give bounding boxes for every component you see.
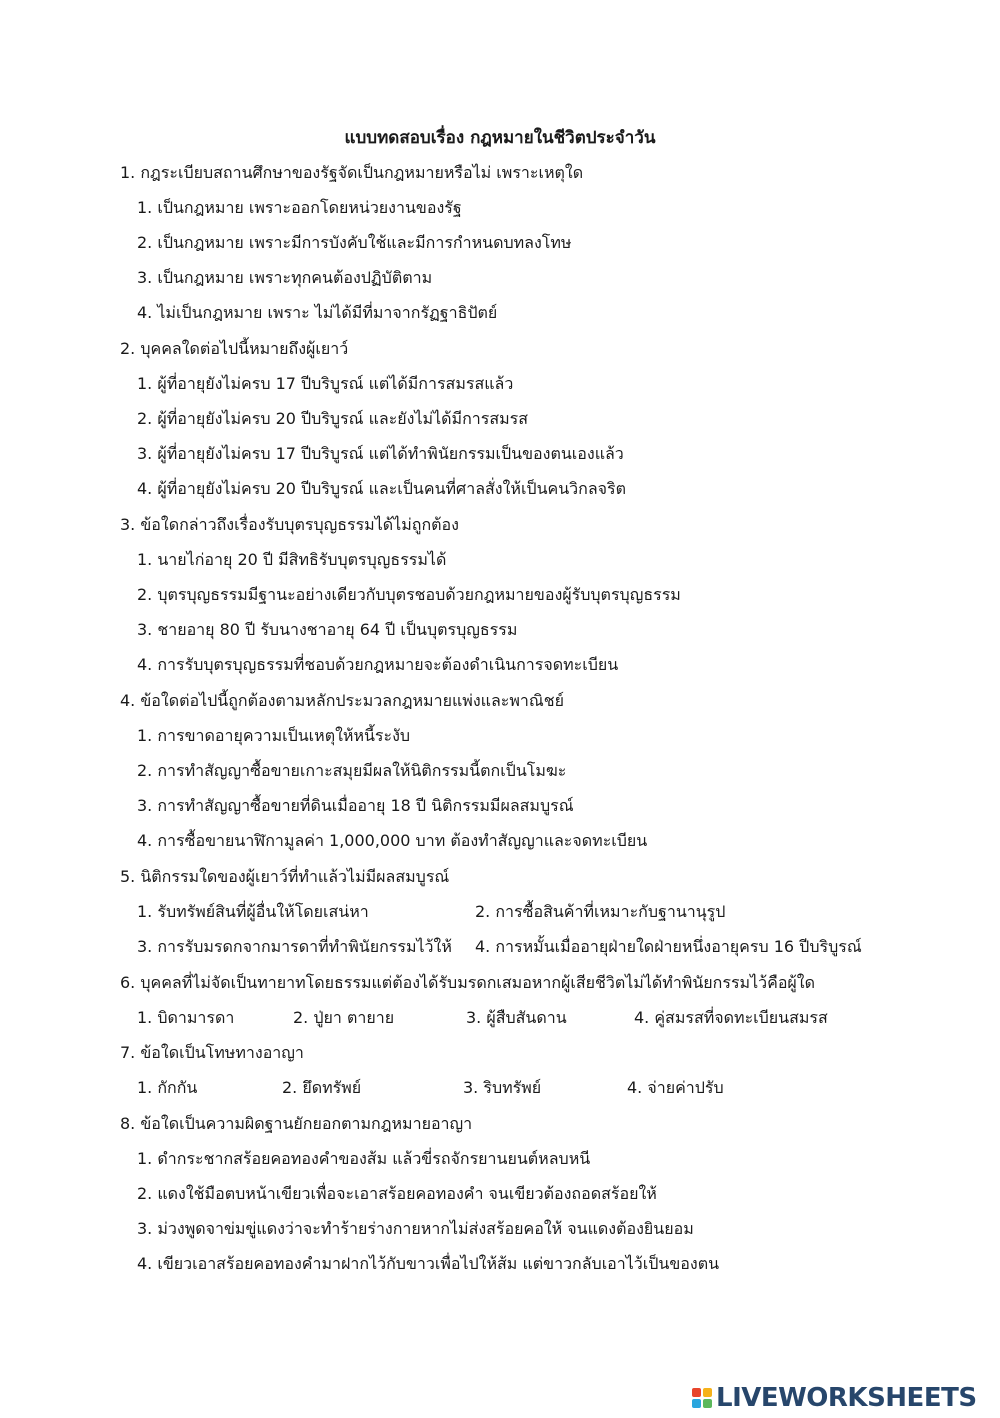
q8-option-2[interactable]: 2. แดงใช้มือตบหน้าเขียวเพื่อจะเอาสร้อยคอทองคำ จนเขียวต้องถอดสร้อยให้ [137,1184,657,1203]
q5-option-1[interactable]: 1. รับทรัพย์สินที่ผู้อื่นให้โดยเสน่หา [137,902,369,921]
question-3: 3. ข้อใดกล่าวถึงเรื่องรับบุตรบุญธรรมได้ไม่ถูกต้อง [120,515,459,534]
q2-option-1[interactable]: 1. ผู้ที่อายุยังไม่ครบ 17 ปีบริบูรณ์ แต่ได้มีการสมรสแล้ว [137,374,514,393]
q6-option-3[interactable]: 3. ผู้สืบสันดาน [466,1008,567,1027]
q3-option-1[interactable]: 1. นายไก่อายุ 20 ปี มีสิทธิรับบุตรบุญธรรมได้ [137,550,447,569]
q3-option-4[interactable]: 4. การรับบุตรบุญธรรมที่ชอบด้วยกฎหมายจะต้องดำเนินการจดทะเบียน [137,655,619,674]
q5-option-4[interactable]: 4. การหมั้นเมื่ออายุฝ่ายใดฝ่ายหนึ่งอายุครบ 16 ปีบริบูรณ์ [475,937,862,956]
q8-option-3[interactable]: 3. ม่วงพูดจาข่มขู่แดงว่าจะทำร้ายร่างกายหากไม่ส่งสร้อยคอให้ จนแดงต้องยินยอม [137,1219,694,1238]
q1-option-4[interactable]: 4. ไม่เป็นกฎหมาย เพราะ ไม่ได้มีที่มาจากรัฏฐาธิปัตย์ [137,303,498,322]
q7-option-3[interactable]: 3. ริบทรัพย์ [463,1078,542,1097]
q4-option-3[interactable]: 3. การทำสัญญาซื้อขายที่ดินเมื่ออายุ 18 ปี นิติกรรมมีผลสมบูรณ์ [137,796,574,815]
q7-option-4[interactable]: 4. จ่ายค่าปรับ [627,1078,724,1097]
question-2: 2. บุคคลใดต่อไปนี้หมายถึงผู้เยาว์ [120,339,349,358]
liveworksheets-logo [692,1378,977,1418]
q2-option-3[interactable]: 3. ผู้ที่อายุยังไม่ครบ 17 ปีบริบูรณ์ แต่ได้ทำพินัยกรรมเป็นของตนเองแล้ว [137,444,624,463]
question-8: 8. ข้อใดเป็นความผิดฐานยักยอกตามกฎหมายอาญา [120,1114,473,1133]
q4-option-1[interactable]: 1. การขาดอายุความเป็นเหตุให้หนี้ระงับ [137,726,411,745]
liveworksheets-logo-icon [692,1388,712,1408]
q3-option-2[interactable]: 2. บุตรบุญธรรมมีฐานะอย่างเดียวกับบุตรชอบด้วยกฎหมายของผู้รับบุตรบุญธรรม [137,585,681,604]
q3-option-3[interactable]: 3. ชายอายุ 80 ปี รับนางชาอายุ 64 ปี เป็นบุตรบุญธรรม [137,620,518,639]
q6-option-1[interactable]: 1. บิดามารดา [137,1008,235,1027]
question-5: 5. นิติกรรมใดของผู้เยาว์ที่ทำแล้วไม่มีผลสมบูรณ์ [120,867,450,886]
q1-option-1[interactable]: 1. เป็นกฎหมาย เพราะออกโดยหน่วยงานของรัฐ [137,198,462,217]
question-4: 4. ข้อใดต่อไปนี้ถูกต้องตามหลักประมวลกฎหมายแพ่งและพาณิชย์ [120,691,564,710]
q4-option-4[interactable]: 4. การซื้อขายนาฬิกามูลค่า 1,000,000 บาท ต้องทำสัญญาและจดทะเบียน [137,831,648,850]
q8-option-1[interactable]: 1. ดำกระชากสร้อยคอทองคำของส้ม แล้วขี่รถจักรยานยนต์หลบหนี [137,1149,591,1168]
q7-option-2[interactable]: 2. ยึดทรัพย์ [282,1078,362,1097]
question-1: 1. กฎระเบียบสถานศึกษาของรัฐจัดเป็นกฎหมายหรือไม่ เพราะเหตุใด [120,163,584,182]
question-6: 6. บุคคลที่ไม่จัดเป็นทายาทโดยธรรมแต่ต้องได้รับมรดกเสมอหากผู้เสียชีวิตไม่ได้ทำพินัยกรรมไว้คือผู้ใด [120,973,815,992]
q2-option-2[interactable]: 2. ผู้ที่อายุยังไม่ครบ 20 ปีบริบูรณ์ และยังไม่ได้มีการสมรส [137,409,529,428]
logo-text: LIVEWORKSHEETS [716,1383,977,1413]
q5-option-2[interactable]: 2. การซื้อสินค้าที่เหมาะกับฐานานุรูป [475,902,726,921]
q8-option-4[interactable]: 4. เขียวเอาสร้อยคอทองคำมาฝากไว้กับขาวเพื่อไปให้ส้ม แต่ขาวกลับเอาไว้เป็นของตน [137,1254,720,1273]
worksheet-title: แบบทดสอบเรื่อง กฎหมายในชีวิตประจำวัน [344,128,656,148]
q2-option-4[interactable]: 4. ผู้ที่อายุยังไม่ครบ 20 ปีบริบูรณ์ และเป็นคนที่ศาลสั่งให้เป็นคนวิกลจริต [137,479,626,498]
question-7: 7. ข้อใดเป็นโทษทางอาญา [120,1043,304,1062]
q6-option-4[interactable]: 4. คู่สมรสที่จดทะเบียนสมรส [634,1008,828,1027]
q7-option-1[interactable]: 1. กักกัน [137,1078,198,1097]
q1-option-2[interactable]: 2. เป็นกฎหมาย เพราะมีการบังคับใช้และมีการกำหนดบทลงโทษ [137,233,572,252]
q1-option-3[interactable]: 3. เป็นกฎหมาย เพราะทุกคนต้องปฏิบัติตาม [137,268,433,287]
q6-option-2[interactable]: 2. ปู่ยา ตายาย [293,1008,395,1027]
q5-option-3[interactable]: 3. การรับมรดกจากมารดาที่ทำพินัยกรรมไว้ให้ [137,937,452,956]
q4-option-2[interactable]: 2. การทำสัญญาซื้อขายเกาะสมุยมีผลให้นิติกรรมนี้ตกเป็นโมฆะ [137,761,567,780]
